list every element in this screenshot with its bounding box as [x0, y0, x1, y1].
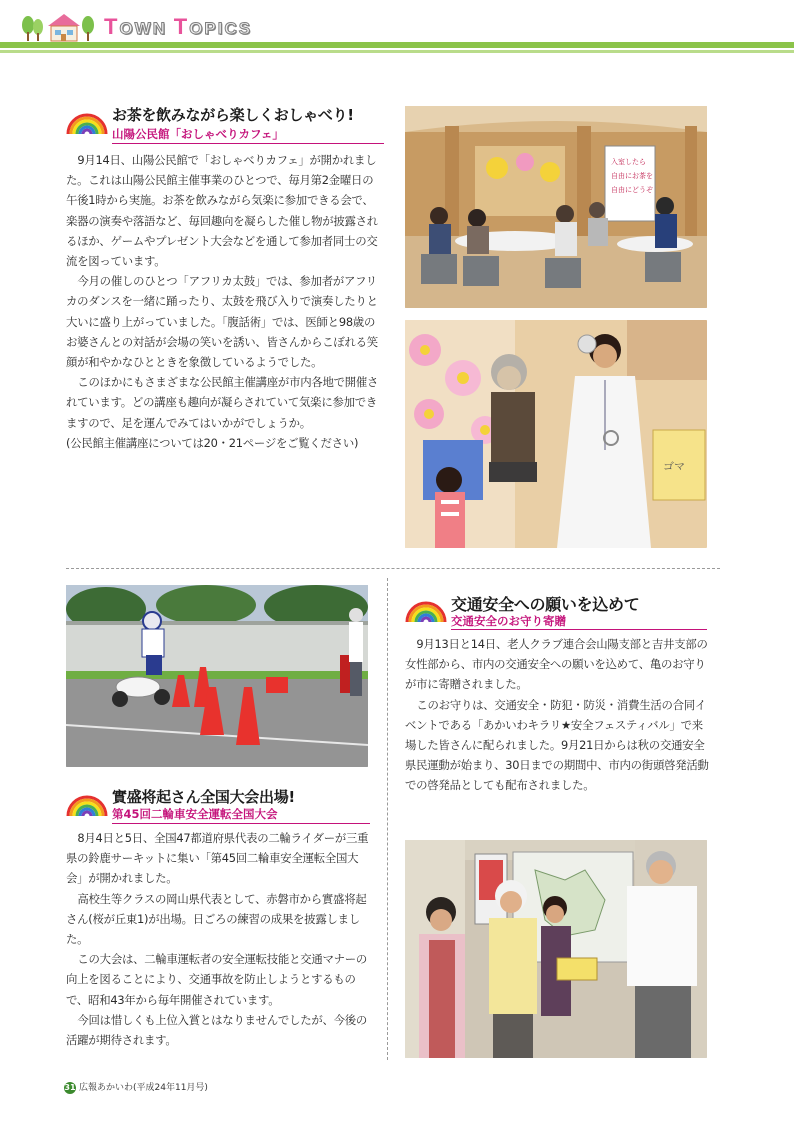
article-body: [66, 150, 384, 453]
article-subtitle: 山陽公民館「おしゃべりカフェ」: [112, 127, 284, 141]
header-title-initial-t2: T: [173, 14, 190, 39]
svg-text:ゴマ: ゴマ: [663, 460, 685, 473]
header-title-initial-t: T: [104, 14, 120, 39]
page-number: 31: [64, 1082, 76, 1092]
rainbow-icon: [66, 102, 108, 134]
paragraph: 今月の催しのひとつ「アフリカ太鼓」では、参加者がアフリカのダンスを一緒に踊ったり、太鼓を飛び入りで演奏したりと大いに盛り上がっていました。「腹話術」では、医師と98歳のお婆さんとの対話が会場の笑いを誘い、皆さんからこぼれる笑顔が和やかなひとときを象徴しているようでした。: [66, 274, 378, 370]
svg-text:入室したら: 入室したら: [611, 158, 646, 166]
paragraph: 8月4日と5日、全国47都道府県代表の二輪ライダーが三重県の鈴鹿サーキットに集い「第45回二輪車安全運転全国大会」が開かれました。: [66, 831, 369, 886]
photo-ventriloquist: [405, 320, 707, 548]
column-divider: [387, 578, 388, 1060]
header-logo-icon: [20, 12, 98, 42]
paragraph: 高校生等クラスの岡山県代表として、赤磐市から實盛将起さん(桜が丘東1)が出場。日ごろの練習の成果を披露しました。: [66, 891, 367, 947]
footer: [64, 1080, 208, 1094]
article-body: [66, 828, 370, 1050]
header-title-own: OWN: [119, 19, 174, 38]
section-divider: [66, 568, 720, 569]
subtitle-underline: [112, 823, 370, 824]
rainbow-icon: [405, 590, 447, 622]
article-subtitle: 交通安全のお守り寄贈: [451, 614, 566, 628]
header-green-bar-thin: [0, 50, 794, 53]
article-title: お茶を飲みながら楽しくおしゃべり!: [112, 106, 354, 124]
paragraph: このお守りは、交通安全・防犯・防災・消費生活の合同イベントである「あかいわキラリ★安全フェスティバル」で来場した皆さんに配られました。9月21日からは秋の交通安全県民運動が始まり、30日までの期間中、市内の街頭啓発活動での啓発品としても配布されました。: [405, 697, 709, 793]
article-title: 實盛将起さん全国大会出場!: [112, 788, 295, 806]
article-title: 交通安全への願いを込めて: [451, 595, 640, 614]
article-subtitle: 第45回二輪車安全運転全国大会: [112, 807, 278, 821]
paragraph: この大会は、二輪車運転者の安全運転技能と交通マナーの向上を図ることにより、交通事故を防止しようとするもので、昭和43年から毎年開催されています。: [66, 952, 368, 1007]
svg-text:自由にお茶を: 自由にお茶を: [611, 172, 653, 180]
photo-cafe-hall: [405, 106, 707, 308]
paragraph-note: (公民館主催講座については20・21ページをご覧ください): [66, 435, 359, 450]
header-title-opics: OPICS: [189, 19, 253, 38]
article-body: [405, 634, 711, 796]
subtitle-underline: [112, 143, 384, 144]
publication-name: 広報あかいわ(平成24年11月号): [79, 1083, 208, 1093]
photo-motorcycle-course: [66, 585, 368, 767]
photo-amulet-donation: [405, 840, 707, 1058]
paragraph: 9月14日、山陽公民館で「おしゃべりカフェ」が開かれました。これは山陽公民館主催事業のひとつで、毎月第2金曜日の午後1時から実施。お茶を飲みながら気楽に参加できる会で、楽器の演奏や落語など、毎回趣向を凝らした催し物が披露されるほか、ゲームやプレゼント大会などを通して参加者同士の交流を図っています。: [66, 153, 378, 269]
header-title: [104, 12, 252, 42]
paragraph: 今回は惜しくも上位入賞とはなりませんでしたが、今後の活躍が期待されます。: [66, 1012, 368, 1048]
rainbow-icon: [66, 784, 108, 816]
svg-text:自由にどうぞ: 自由にどうぞ: [611, 186, 653, 194]
paragraph: 9月13日と14日、老人クラブ連合会山陽支部と吉井支部の女性部から、市内の交通安全への願いを込めて、亀のお守りが市に寄贈されました。: [405, 637, 708, 692]
paragraph: このほかにもさまざまな公民館主催講座が市内各地で開催されています。どの講座も趣向が凝らされていて気楽に参加できますので、足を運んでみてはいかがでしょうか。: [66, 375, 379, 430]
header-green-bar: [0, 42, 794, 48]
subtitle-underline: [451, 629, 707, 630]
